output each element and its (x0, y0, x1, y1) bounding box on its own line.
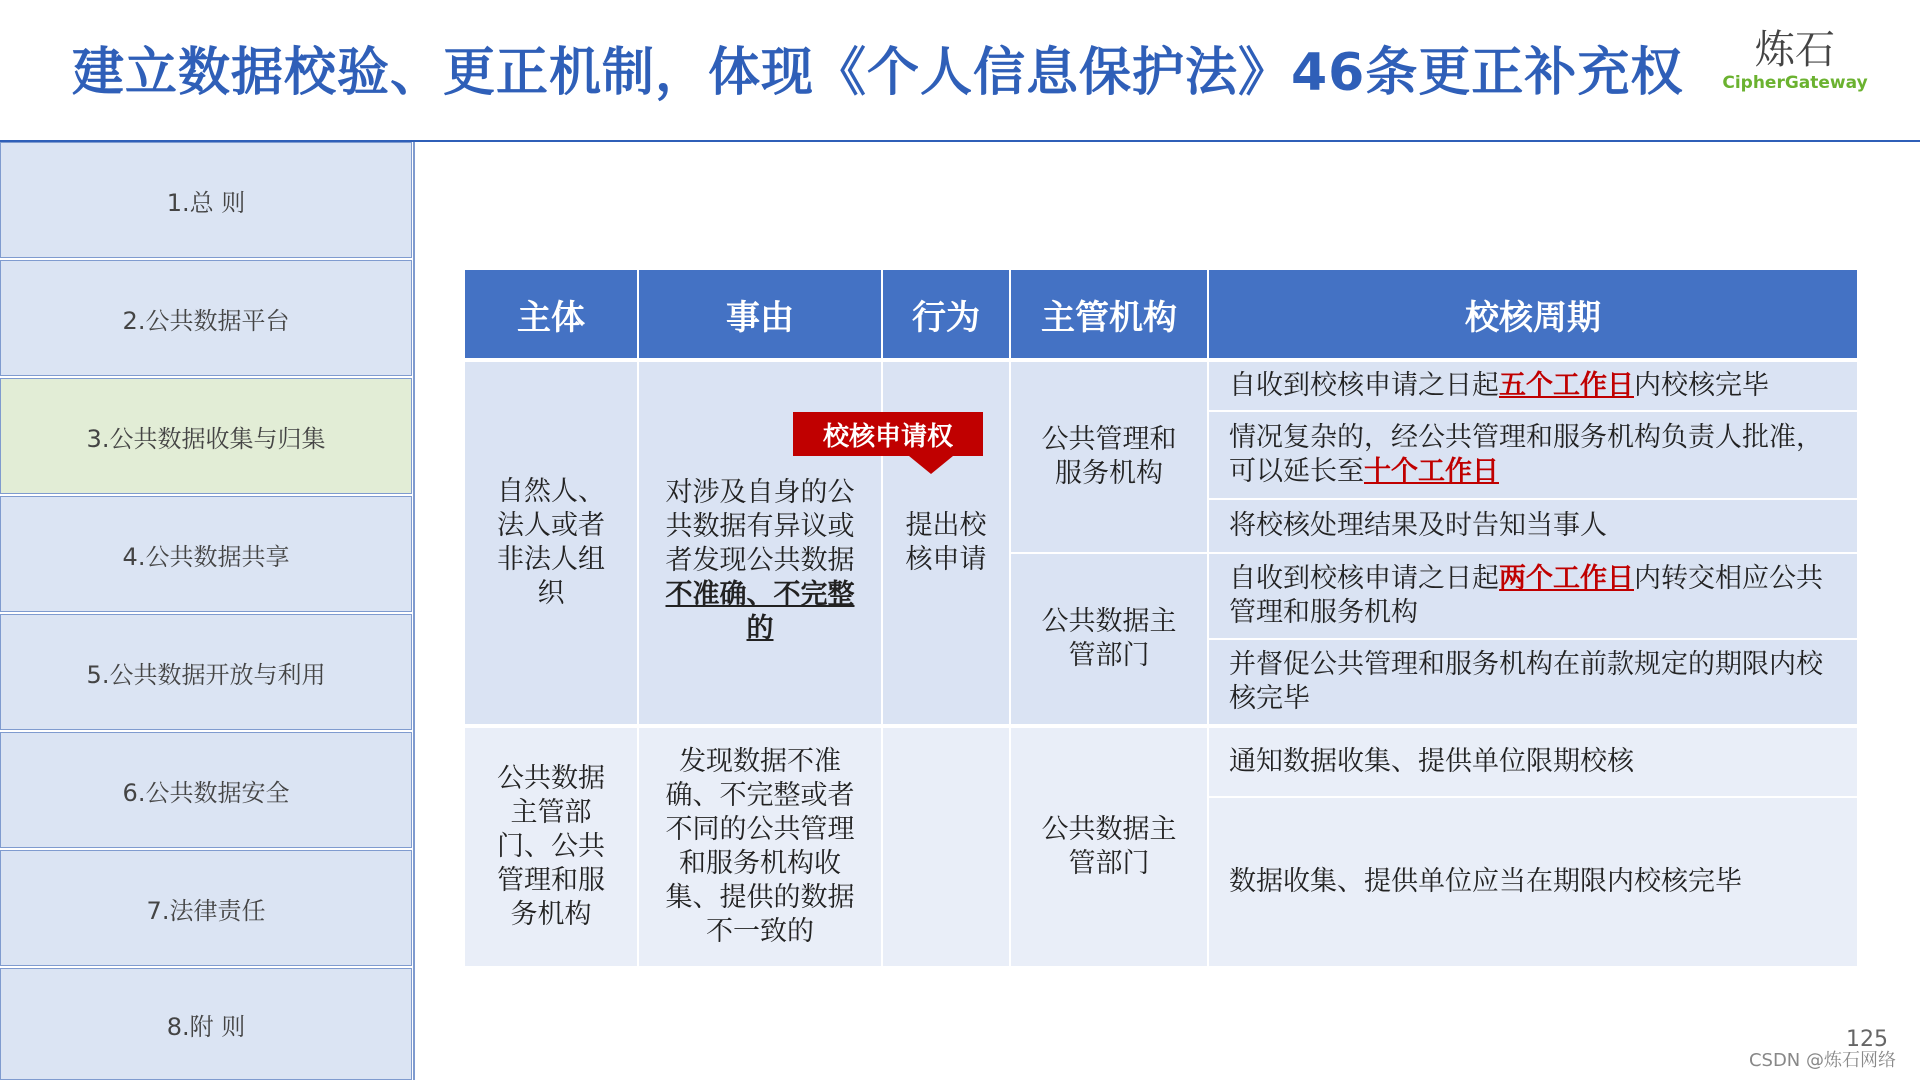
row1-period-2 (1209, 412, 1857, 498)
sidebar-border (413, 142, 415, 1080)
row2-reason (639, 728, 881, 966)
row2-agency (1011, 728, 1207, 966)
row1-agency-public-text: 公共管理和服务机构 (1041, 424, 1177, 489)
row1-period-1 (1209, 362, 1857, 410)
row2-action (883, 728, 1009, 966)
sidebar-nav (0, 142, 414, 1080)
sidebar-item-sharing[interactable]: 4.公共数据共享 (0, 496, 412, 612)
sidebar-item-security[interactable]: 6.公共数据安全 (0, 732, 412, 848)
row1-agency-public (1011, 362, 1207, 552)
period-1-emph: 五个工作日 (1499, 370, 1634, 401)
row1-action-text: 提出校核申请 (905, 510, 987, 575)
sidebar-item-liability[interactable]: 7.法律责任 (0, 850, 412, 966)
row1-subject-text: 自然人、法人或者非法人组织 (497, 476, 605, 609)
page-header (0, 0, 1920, 140)
sidebar-item-open-use[interactable]: 5.公共数据开放与利用 (0, 614, 412, 730)
row2-agency-text: 公共数据主管部门 (1041, 814, 1177, 879)
col-header-reason: 事由 (639, 270, 881, 358)
logo-en-text: CipherGateway (1722, 73, 1868, 93)
callout-verification-right: 校核申请权 (793, 412, 983, 456)
sidebar-item-general[interactable]: 1.总 则 (0, 142, 412, 258)
row1-reason-emph: 不准确、不完整的 (665, 579, 855, 644)
col-header-agency: 主管机构 (1011, 270, 1207, 358)
row1-period-1-text (1229, 369, 1769, 403)
row1-agency-data-dept-text: 公共数据主管部门 (1041, 606, 1177, 671)
footer-watermark: CSDN @炼石网络 (1748, 1050, 1896, 1071)
row1-period-3: 将校核处理结果及时告知当事人 (1209, 500, 1857, 552)
col-header-subject: 主体 (465, 270, 637, 358)
row1-period-2-text (1229, 421, 1837, 489)
row1-reason-text: 对涉及自身的公共数据有异议或者发现公共数据 (665, 477, 855, 576)
row2-reason-text: 发现数据不准确、不完整或者不同的公共管理和服务机构收集、提供的数据不一致的 (665, 746, 855, 947)
company-logo (1720, 28, 1870, 98)
row1-period-4 (1209, 554, 1857, 638)
callout-arrow (909, 456, 953, 474)
period-2-prefix: 情况复杂的，经公共管理和服务机构负责人批准，可以延长至 (1229, 422, 1823, 487)
row1-subject (465, 362, 637, 724)
sidebar-item-supplementary[interactable]: 8.附 则 (0, 968, 412, 1080)
col-header-action: 行为 (883, 270, 1009, 358)
row2-period-1: 通知数据收集、提供单位限期校核 (1209, 728, 1857, 796)
period-4-suffix: 内转交相应公共管理和服务机构 (1229, 563, 1823, 628)
sidebar-item-collection[interactable]: 3.公共数据收集与归集 (0, 378, 412, 494)
row2-subject (465, 728, 637, 966)
page-number: 125 (1846, 1027, 1888, 1052)
col-header-period: 校核周期 (1209, 270, 1857, 358)
row1-agency-data-dept (1011, 554, 1207, 724)
row1-period-5: 并督促公共管理和服务机构在前款规定的期限内校核完毕 (1209, 640, 1857, 724)
row2-period-2: 数据收集、提供单位应当在期限内校核完毕 (1209, 798, 1857, 966)
period-4-prefix: 自收到校核申请之日起 (1229, 563, 1499, 594)
period-1-suffix: 内校核完毕 (1634, 370, 1769, 401)
row2-subject-text: 公共数据主管部门、公共管理和服务机构 (497, 763, 605, 930)
logo-cn-text: 炼石 (1755, 27, 1835, 73)
period-4-emph: 两个工作日 (1499, 563, 1634, 594)
period-2-emph: 十个工作日 (1364, 456, 1499, 487)
row1-period-4-text (1229, 562, 1837, 630)
page-title: 建立数据校验、更正机制，体现《个人信息保护法》46条更正补充权 (72, 43, 1684, 103)
period-1-prefix: 自收到校核申请之日起 (1229, 370, 1499, 401)
sidebar-item-platform[interactable]: 2.公共数据平台 (0, 260, 412, 376)
